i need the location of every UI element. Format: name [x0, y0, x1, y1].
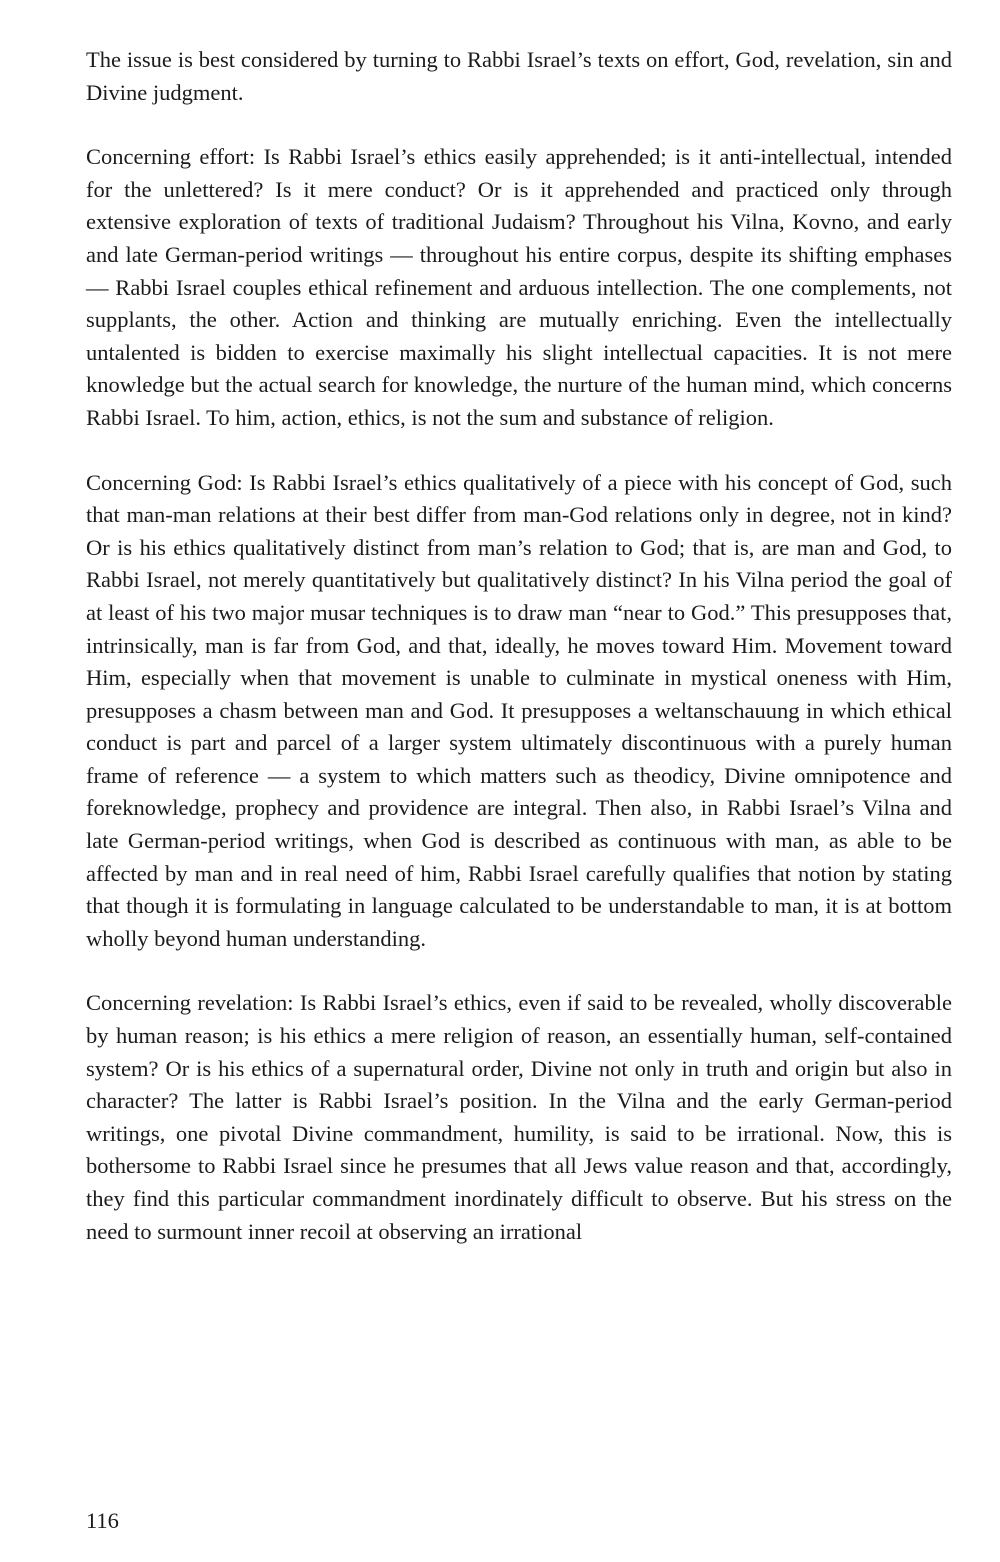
- page-number: 116: [86, 1508, 119, 1533]
- paragraph-effort: Concerning effort: Is Rabbi Israel’s ethics easily apprehended; is it anti-intellectual, intended for the unlettered? Is it mere conduct? Or is it apprehended and practiced only through extensive exploration of texts of traditional Judaism? Throughout his Vilna, Kovno, and early and late German-period writings — throughout his entire corpus, despite its shifting emphases — Rabbi Israel couples ethical refinement and arduous intellection. The one complements, not supplants, the other. Action and thinking are mutually enriching. Even the intellectually untalented is bidden to exercise maximally his slight intellectual capacities. It is not mere knowledge but the actual search for knowledge, the nurture of the human mind, which concerns Rabbi Israel. To him, action, ethics, is not the sum and substance of religion.: [86, 144, 952, 430]
- paragraph-revelation: Concerning revelation: Is Rabbi Israel’s ethics, even if said to be revealed, wholly discoverable by human reason; is his ethics a mere religion of reason, an essentially human, self-contained system? Or is his ethics of a supernatural order, Divine not only in truth and origin but also in character? The latter is Rabbi Israel’s position. In the Vilna and the early German-period writings, one pivotal Divine commandment, humility, is said to be irrational. Now, this is bothersome to Rabbi Israel since he presumes that all Jews value reason and that, accordingly, they find this particular commandment inordinately difficult to observe. But his stress on the need to surmount inner recoil at observing an irrational: [86, 990, 952, 1244]
- page-body: [86, 44, 952, 1280]
- paragraph-god: Concerning God: Is Rabbi Israel’s ethics qualitatively of a piece with his concept of God, such that man-man relations at their best differ from man-God relations only in degree, not in kind? Or is his ethics qualitatively distinct from man’s relation to God; that is, are man and God, to Rabbi Israel, not merely quantitatively but qualitatively distinct? In his Vilna period the goal of at least of his two major musar techniques is to draw man “near to God.” This presupposes that, intrinsically, man is far from God, and that, ideally, he moves toward Him. Movement toward Him, especially when that movement is unable to culminate in mystical oneness with Him, presupposes a chasm between man and God. It presupposes a weltanschauung in which ethical conduct is part and parcel of a larger system ultimately discontinuous with a purely human frame of reference — a system to which matters such as theodicy, Divine omnipotence and foreknowledge, prophecy and providence are integral. Then also, in Rabbi Israel’s Vilna and late German-period writings, when God is described as continuous with man, as able to be affected by man and in real need of him, Rabbi Israel carefully qualifies that notion by stating that though it is formulating in language calculated to be understandable to man, it is at bottom wholly beyond human understanding.: [86, 469, 952, 951]
- paragraph-intro: The issue is best considered by turning to Rabbi Israel’s texts on effort, God, revelation, sin and Divine judgment.: [86, 47, 952, 105]
